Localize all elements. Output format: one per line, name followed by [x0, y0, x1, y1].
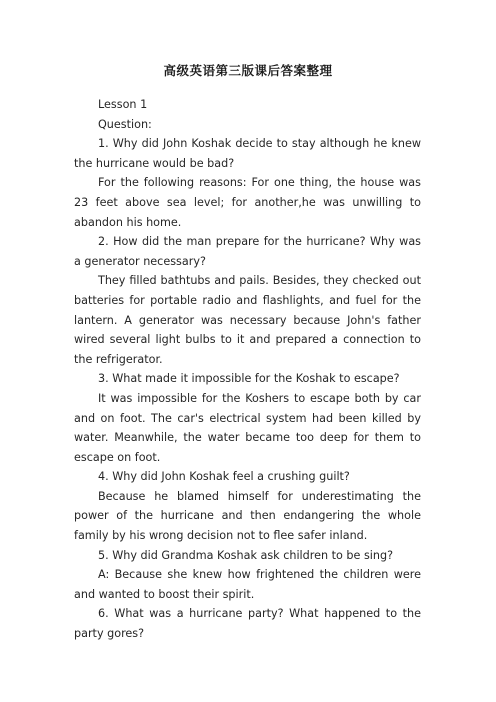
answer-4: Because he blamed himself for underestimating the power of the hurricane and then endangering the whole family by his wrong decision not to flee safer inland. [74, 489, 421, 543]
question-5: 5. Why did Grandma Koshak ask children to be sing? [98, 548, 394, 562]
question-6: 6. What was a hurricane party? What happened to the party gores? [74, 607, 421, 641]
answer-1: For the following reasons: For one thing, the house was 23 feet above sea level; for another,he was unwilling to abandon his home. [74, 176, 421, 229]
question-1: 1. Why did John Koshak decide to stay although he knew the hurricane would be bad? [74, 137, 421, 170]
question-2: 2. How did the man prepare for the hurricane? Why was a generator necessary? [74, 235, 421, 268]
answer-5: A: Because she knew how frightened the children were and wanted to boost their spirit. [74, 568, 421, 601]
document-title: 高级英语第三版课后答案整理 [163, 63, 333, 78]
answer-3: It was impossible for the Koshers to escape both by car and on foot. The car's electrical system had been killed by water. Meanwhile, the water became too deep for them to escape on foot. [74, 391, 421, 464]
question-3: 3. What made it impossible for the Koshak to escape? [98, 372, 400, 386]
question-4: 4. Why did John Koshak feel a crushing guilt? [98, 470, 350, 484]
answer-2: They filled bathtubs and pails. Besides, they checked out batteries for portable radio and flashlights, and fuel for the lantern. A generator was necessary because John's father wired several light bulbs to it and prepared a connection to the refrigerator. [74, 274, 421, 366]
document-body [74, 95, 421, 644]
lesson-heading: Lesson 1 [98, 98, 148, 111]
question-label: Question: [98, 117, 152, 131]
